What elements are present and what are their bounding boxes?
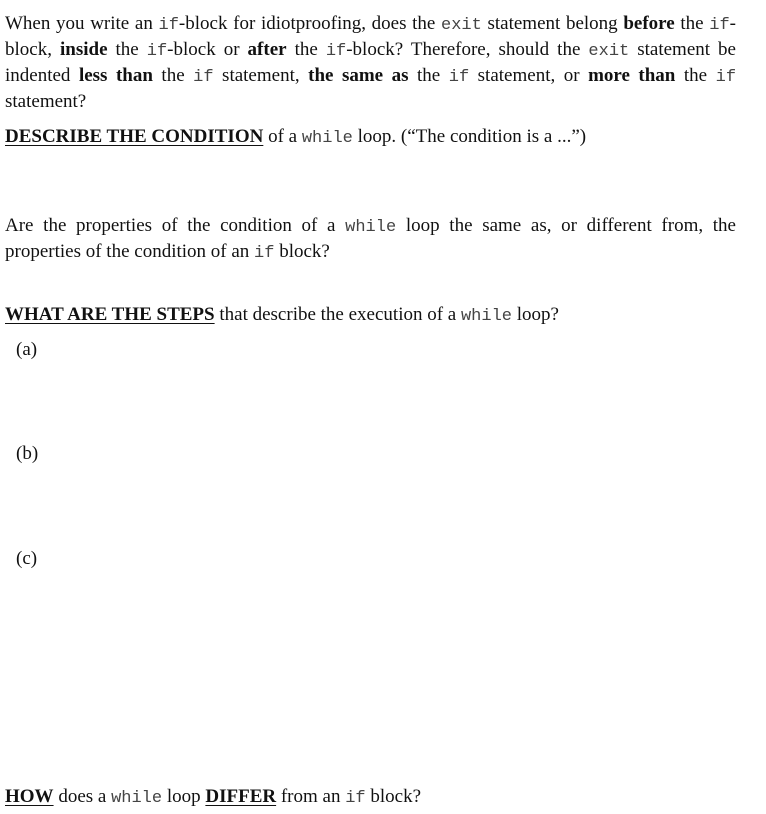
bold-same-as: the same as — [308, 65, 409, 86]
step-item-a: (a) — [16, 339, 38, 360]
text-segment: When you write an — [5, 13, 159, 34]
text-segment: -block? Therefore, should the — [346, 39, 589, 60]
bold-less-than: less than — [78, 65, 153, 86]
text-segment: loop — [162, 786, 206, 807]
text-segment: -block or — [167, 39, 248, 60]
code-exit: exit — [441, 16, 482, 35]
question-steps — [5, 303, 736, 329]
text-segment: block? — [365, 786, 422, 807]
step-item-b: (b) — [16, 443, 39, 464]
question-if-block-exit — [5, 12, 736, 114]
code-while: while — [345, 218, 397, 237]
text-segment: the — [674, 13, 710, 34]
code-if: if — [448, 68, 470, 87]
text-segment: statement be indented — [5, 39, 736, 86]
text-segment: statement, — [213, 65, 309, 86]
text-segment: the — [286, 39, 326, 60]
text-segment: of a — [263, 126, 302, 147]
step-item-c: (c) — [16, 548, 38, 569]
code-if: if — [709, 16, 730, 35]
bold-before: before — [623, 13, 675, 34]
code-if: if — [193, 68, 214, 87]
code-while: while — [111, 789, 163, 808]
text-segment: the — [675, 65, 716, 86]
text-segment: that describe the execution of a — [214, 304, 461, 325]
heading-what-are-the-steps: WHAT ARE THE STEPS — [5, 304, 215, 325]
code-if: if — [158, 16, 179, 35]
code-while: while — [301, 129, 353, 148]
text-segment: block? — [274, 241, 330, 262]
question-condition-properties — [5, 214, 736, 266]
text-segment: the — [107, 39, 147, 60]
code-while: while — [460, 307, 512, 326]
text-segment: the — [152, 65, 194, 86]
text-segment: statement, or — [469, 65, 589, 86]
text-segment: loop the same as, or different from, the properties of the condition of an — [5, 215, 736, 262]
text-segment: loop? — [512, 304, 559, 325]
code-if: if — [345, 789, 366, 808]
question-describe-condition — [5, 125, 736, 151]
text-segment: from an — [276, 786, 346, 807]
text-segment: -block for idiotproofing, does the — [178, 13, 442, 34]
code-if: if — [254, 244, 275, 263]
bold-more-than: more than — [588, 65, 676, 86]
question-while-vs-if — [5, 785, 736, 811]
code-exit: exit — [588, 42, 630, 61]
heading-how: HOW — [5, 786, 54, 807]
code-if: if — [715, 68, 737, 87]
bold-inside: inside — [59, 39, 108, 60]
text-segment: -block, — [5, 13, 736, 60]
text-segment: the — [408, 65, 449, 86]
code-if: if — [325, 42, 347, 61]
text-segment: loop. (“The condition is a ...”) — [352, 126, 587, 147]
code-if: if — [146, 42, 168, 61]
bold-after: after — [247, 39, 287, 60]
text-segment: does a — [53, 786, 112, 807]
heading-describe-condition: DESCRIBE THE CONDITION — [5, 126, 264, 147]
heading-differ: DIFFER — [205, 786, 277, 807]
text-segment: Are the properties of the condition of a — [5, 215, 346, 236]
text-segment: statement? — [5, 91, 87, 112]
text-segment: statement belong — [481, 13, 624, 34]
